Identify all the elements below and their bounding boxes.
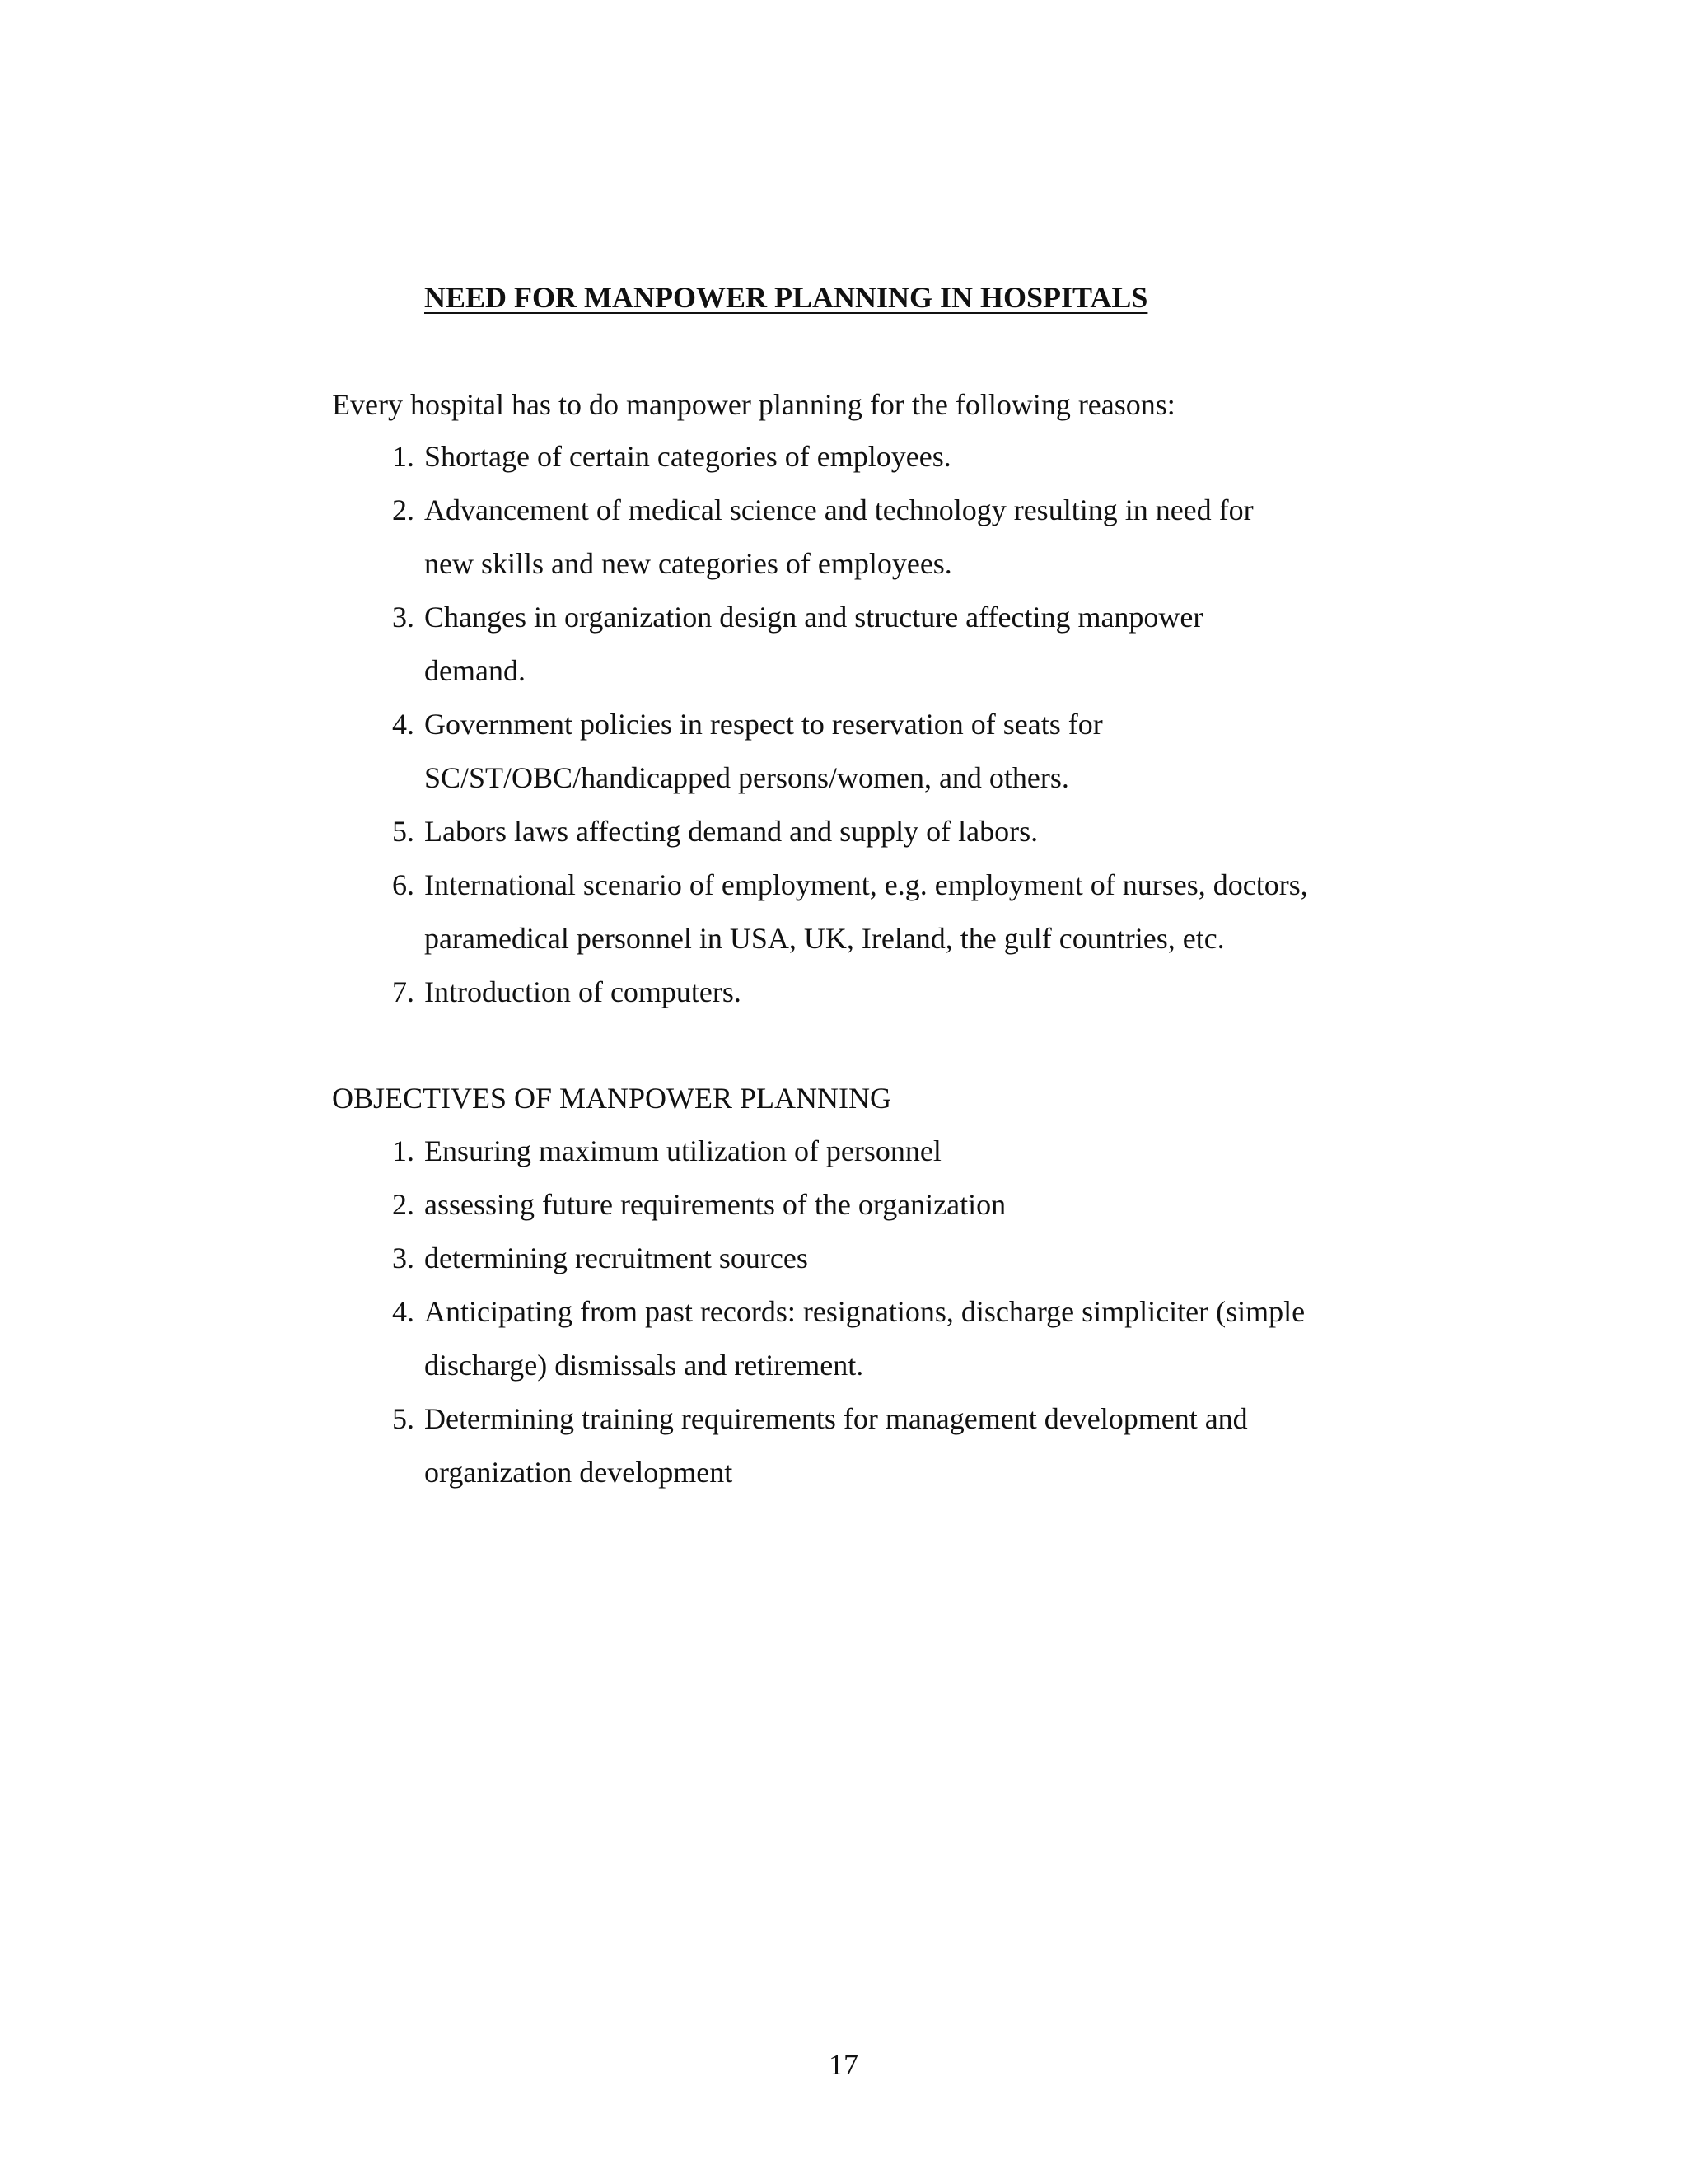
- list-item-text-continued: new skills and new categories of employees.: [424, 547, 952, 580]
- list-number: 7.: [392, 975, 414, 1008]
- list-item-text: International scenario of employment, e.g. employment of nurses, doctors,: [424, 868, 1308, 901]
- list-item-text: Shortage of certain categories of employees.: [424, 440, 951, 473]
- list-item-text: Labors laws affecting demand and supply of labors.: [424, 815, 1039, 848]
- list-item-text: assessing future requirements of the organization: [424, 1188, 1007, 1221]
- objectives-list: [392, 1125, 1413, 1499]
- objectives-heading: OBJECTIVES OF MANPOWER PLANNING: [332, 1082, 892, 1115]
- list-number: 1.: [392, 440, 414, 473]
- list-item: [392, 1125, 1413, 1178]
- page-title: NEED FOR MANPOWER PLANNING IN HOSPITALS: [424, 281, 1148, 314]
- list-item: [392, 1232, 1413, 1285]
- list-number: 2.: [392, 1188, 414, 1221]
- list-number: 5.: [392, 1402, 414, 1435]
- list-item: [392, 966, 1413, 1019]
- list-number: 4.: [392, 1295, 414, 1328]
- list-item-text: Changes in organization design and structure affecting manpower: [424, 601, 1203, 634]
- list-item-text-continued: SC/ST/OBC/handicapped persons/women, and others.: [424, 761, 1069, 794]
- list-number: 3.: [392, 1242, 414, 1274]
- list-item-text-continued: discharge) dismissals and retirement.: [424, 1349, 864, 1382]
- list-item: [392, 591, 1413, 698]
- intro-text: Every hospital has to do manpower planning for the following reasons:: [332, 388, 1175, 421]
- list-number: 5.: [392, 815, 414, 848]
- list-item-text-continued: paramedical personnel in USA, UK, Ireland, the gulf countries, etc.: [424, 922, 1225, 955]
- list-item-text: Government policies in respect to reservation of seats for: [424, 708, 1103, 741]
- list-item-text: Advancement of medical science and technology resulting in need for: [424, 493, 1254, 526]
- page-number: 17: [829, 2048, 858, 2081]
- list-item: [392, 805, 1413, 858]
- list-item-text-continued: demand.: [424, 654, 526, 687]
- list-item: [392, 858, 1413, 966]
- list-item-text: Determining training requirements for management development and: [424, 1402, 1248, 1435]
- list-number: 4.: [392, 708, 414, 741]
- list-number: 2.: [392, 493, 414, 526]
- list-number: 6.: [392, 868, 414, 901]
- list-item: [392, 484, 1413, 591]
- list-item: [392, 698, 1413, 805]
- list-item-text: Ensuring maximum utilization of personnel: [424, 1134, 942, 1167]
- list-item-text-continued: organization development: [424, 1456, 733, 1489]
- list-item: [392, 1392, 1413, 1499]
- list-item-text: determining recruitment sources: [424, 1242, 808, 1274]
- list-item: [392, 1178, 1413, 1232]
- reasons-list: [392, 430, 1413, 1019]
- list-item-text: Anticipating from past records: resignations, discharge simpliciter (simple: [424, 1295, 1306, 1328]
- list-number: 3.: [392, 601, 414, 634]
- list-item: [392, 1285, 1413, 1392]
- list-number: 1.: [392, 1134, 414, 1167]
- list-item: [392, 430, 1413, 484]
- list-item-text: Introduction of computers.: [424, 975, 741, 1008]
